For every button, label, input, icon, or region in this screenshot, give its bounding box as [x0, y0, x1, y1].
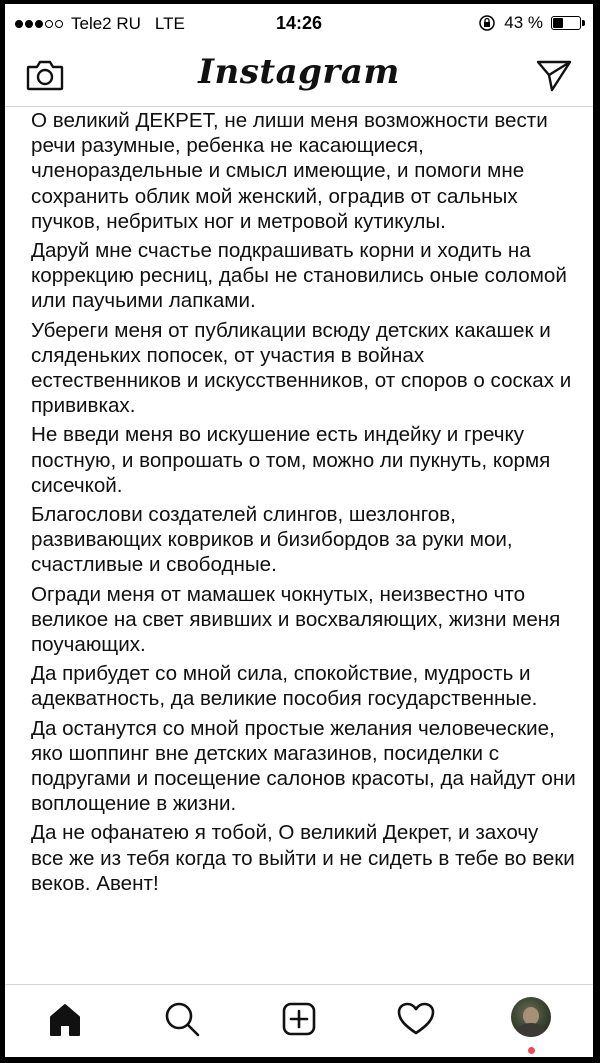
- notification-dot: [528, 1047, 535, 1054]
- caption-paragraph: Даруй мне счастье подкрашивать корни и ходить на коррекцию ресниц, дабы не становились оные соломой или паучьими лапками.: [31, 239, 567, 313]
- add-post-icon: [277, 997, 321, 1041]
- caption-paragraph: О великий ДЕКРЕТ, не лиши меня возможности вести речи разумные, ребенка не касающиеся, членораздельные и смысл имеющие, и помоги мне сохранить облик мой женский, оградив от сальных пучков, небритых ног и метровой кутикулы.: [31, 109, 548, 233]
- paper-plane-icon: [535, 58, 573, 94]
- app-frame: [5, 4, 593, 1057]
- battery-icon: [551, 16, 581, 30]
- tab-home[interactable]: [43, 997, 87, 1041]
- caption-paragraph: Не введи меня во искушение есть индейку и гречку постную, и вопрошать о том, можно ли пукнуть, кормя сисечкой.: [31, 423, 551, 497]
- status-time: 14:26: [275, 13, 323, 33]
- search-icon: [160, 997, 204, 1041]
- post-caption: [31, 108, 576, 978]
- avatar: [511, 997, 551, 1037]
- tab-activity[interactable]: [394, 997, 438, 1041]
- heart-icon: [394, 997, 438, 1041]
- caption-paragraph: Да прибудет со мной сила, спокойствие, мудрость и адекватность, да великие пособия государственные.: [31, 662, 538, 711]
- tab-profile[interactable]: [511, 997, 555, 1041]
- direct-messages-button[interactable]: [535, 58, 573, 94]
- top-nav-bar: [5, 44, 593, 107]
- orientation-lock-icon: [478, 14, 496, 32]
- status-right: [478, 13, 581, 33]
- caption-paragraph: Убереги меня от публикации всюду детских какашек и сляденьких попосек, от участия в войнах естественников и искусственников, от споров о сосках и прививках.: [31, 318, 572, 418]
- caption-paragraph: Благослови создателей слингов, шезлонгов, развивающих ковриков и бизибордов за руки мои, счастливые и свободные.: [31, 503, 513, 577]
- bottom-tab-bar: [5, 984, 593, 1057]
- battery-percent: 43 %: [504, 13, 543, 32]
- home-icon: [43, 997, 87, 1041]
- battery-level: [553, 18, 563, 28]
- network-type: LTE: [154, 14, 185, 33]
- caption-paragraph: Огради меня от мамашек чокнутых, неизвестно что великое на свет явивших и восхваляющих, жизни меня поучающих.: [31, 582, 561, 657]
- tab-new-post[interactable]: [277, 997, 321, 1041]
- instagram-logo[interactable]: Instagram: [198, 52, 400, 92]
- caption-paragraph: Да останутся со мной простые желания человеческие, яко шоппинг вне детских магазинов, посиделки с подругами и посещение салонов красоты, да найдут они воплощение в жизни.: [31, 716, 576, 816]
- caption-paragraph: Да не офанатею я тобой, О великий Декрет, и захочу все же из тебя когда то выйти и не сидеть в тебе во веки веков. Авент!: [31, 821, 575, 895]
- status-bar: [5, 4, 593, 44]
- tab-search[interactable]: [160, 997, 204, 1041]
- carrier-name: Tele2 RU: [71, 14, 141, 33]
